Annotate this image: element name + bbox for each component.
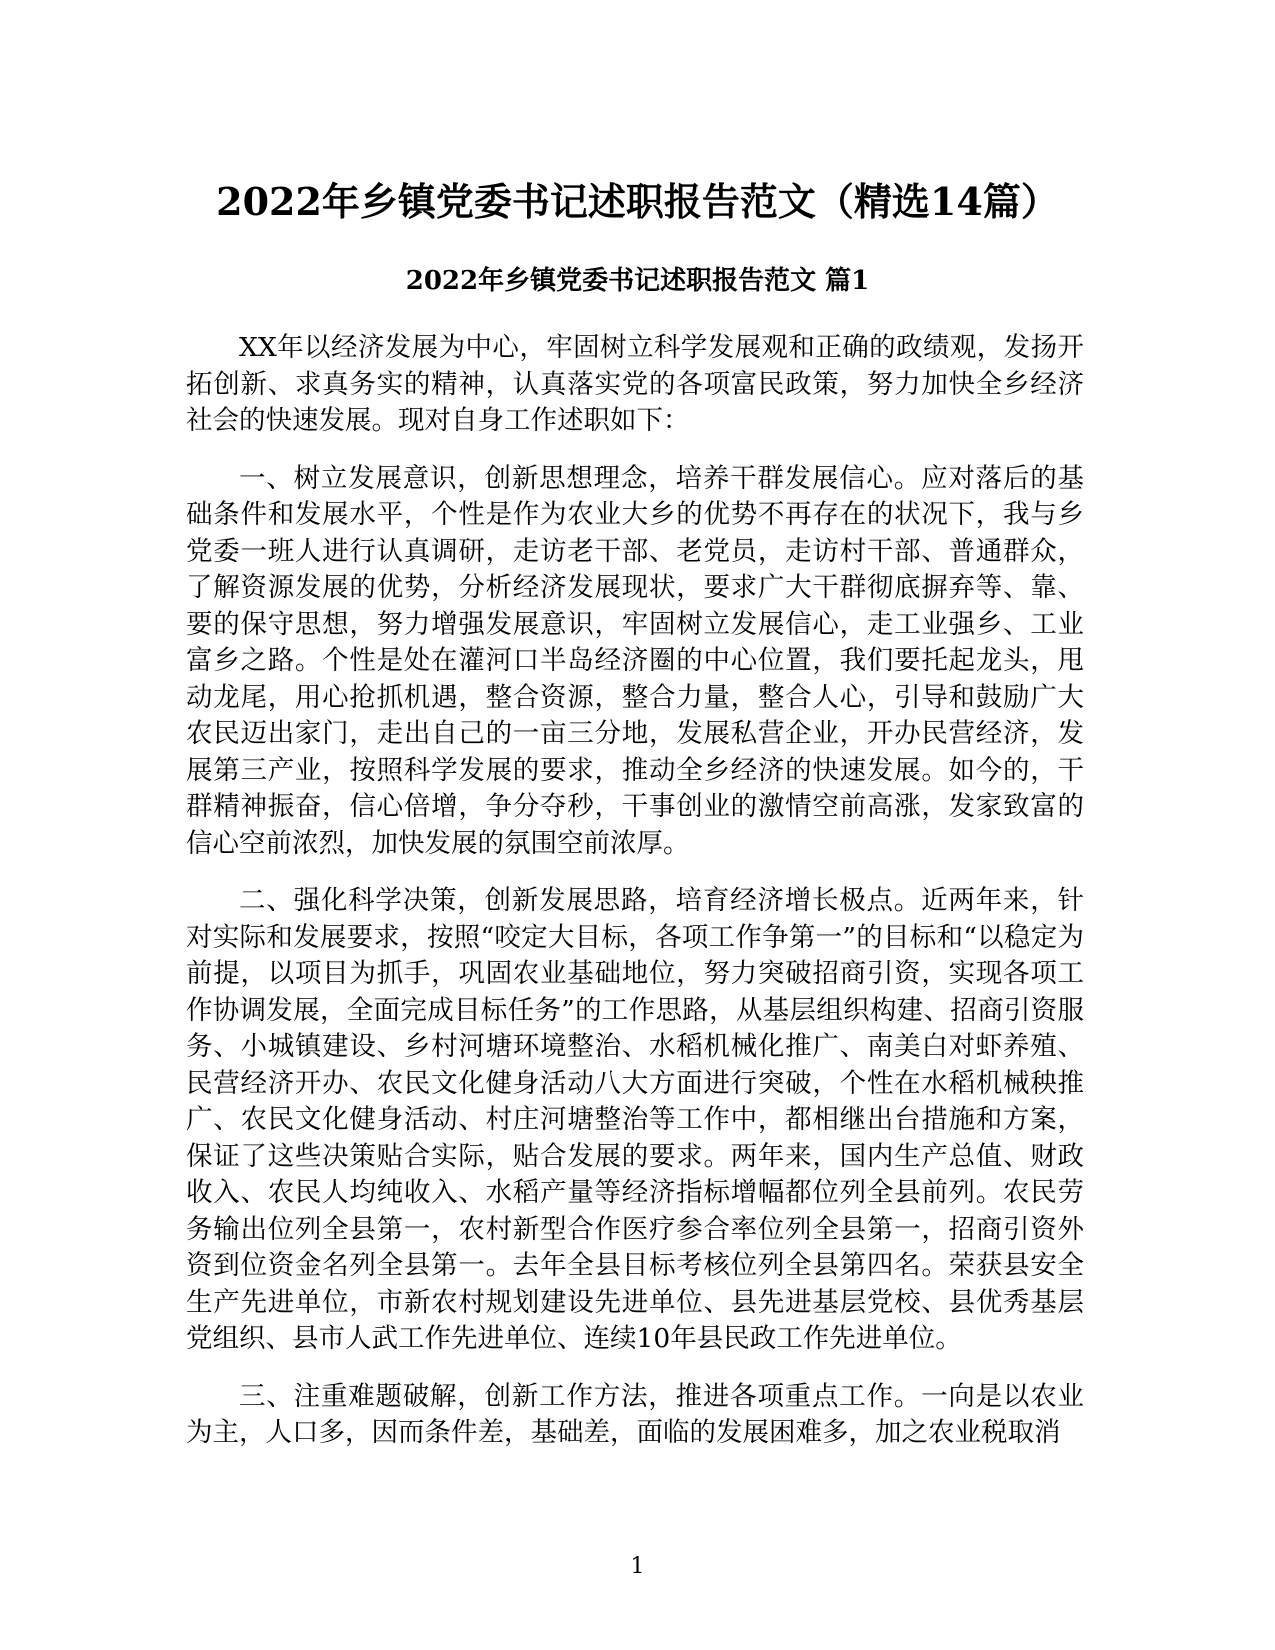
paragraph-section-3: 三、注重难题破解，创新工作方法，推进各项重点工作。一向是以农业为主，人口多，因而条件差，基础差，面临的发展困难多，加之农业税取消 bbox=[186, 1380, 1084, 1448]
document-body bbox=[186, 330, 1084, 1473]
page-number: 1 bbox=[630, 1554, 645, 1579]
paragraph-section-2: 二、强化科学决策，创新发展思路，培育经济增长极点。近两年来，针对实际和发展要求，按照“咬定大目标，各项工作争第一”的目标和“以稳定为前提，以项目为抓手，巩固农业基础地位，努力突破招商引资，实现各项工作协调发展，全面完成目标任务”的工作思路，从基层组织构建、招商引资服务、小城镇建设、乡村河塘环境整治、水稻机械化推广、南美白对虾养殖、民营经济开办、农民文化健身活动八大方面进行突破，个性在水稻机械秧推广、农民文化健身活动、村庄河塘整治等工作中，都相继出台措施和方案，保证了这些决策贴合实际，贴合发展的要求。两年来，国内生产总值、财政收入、农民人均纯收入、水稻产量等经济指标增幅都位列全县前列。农民劳务输出位列全县第一，农村新型合作医疗参合率位列全县第一，招商引资外资到位资金名列全县第一。去年全县目标考核位列全县第四名。荣获县安全生产先进单位，市新农村规划建设先进单位、县先进基层党校、县优秀基层党组织、县市人武工作先进单位、连续10年县民政工作先进单位。 bbox=[186, 885, 1084, 1354]
paragraph-section-1: 一、树立发展意识，创新思想理念，培养干群发展信心。应对落后的基础条件和发展水平，个性是作为农业大乡的优势不再存在的状况下，我与乡党委一班人进行认真调研，走访老干部、老党员，走访村干部、普通群众，了解资源发展的优势，分析经济发展现状，要求广大干群彻底摒弃等、靠、要的保守思想，努力增强发展意识，牢固树立发展信心，走工业强乡、工业富乡之路。个性是处在灌河口半岛经济圈的中心位置，我们要托起龙头，甩动龙尾，用心抢抓机遇，整合资源，整合力量，整合人心，引导和鼓励广大农民迈出家门，走出自己的一亩三分地，发展私营企业，开办民营经济，发展第三产业，按照科学发展的要求，推动全乡经济的快速发展。如今的，干群精神振奋，信心倍增，争分夺秒，干事创业的激情空前高涨，发家致富的信心空前浓烈，加快发展的氛围空前浓厚。 bbox=[186, 462, 1084, 859]
document-title: 2022年乡镇党委书记述职报告范文（精选14篇） bbox=[216, 179, 1059, 224]
section-title: 2022年乡镇党委书记述职报告范文 篇1 bbox=[405, 266, 870, 296]
paragraph-intro: XX年以经济发展为中心，牢固树立科学发展观和正确的政绩观，发扬开拓创新、求真务实的精神，认真落实党的各项富民政策，努力加快全乡经济社会的快速发展。现对自身工作述职如下： bbox=[186, 332, 1084, 436]
